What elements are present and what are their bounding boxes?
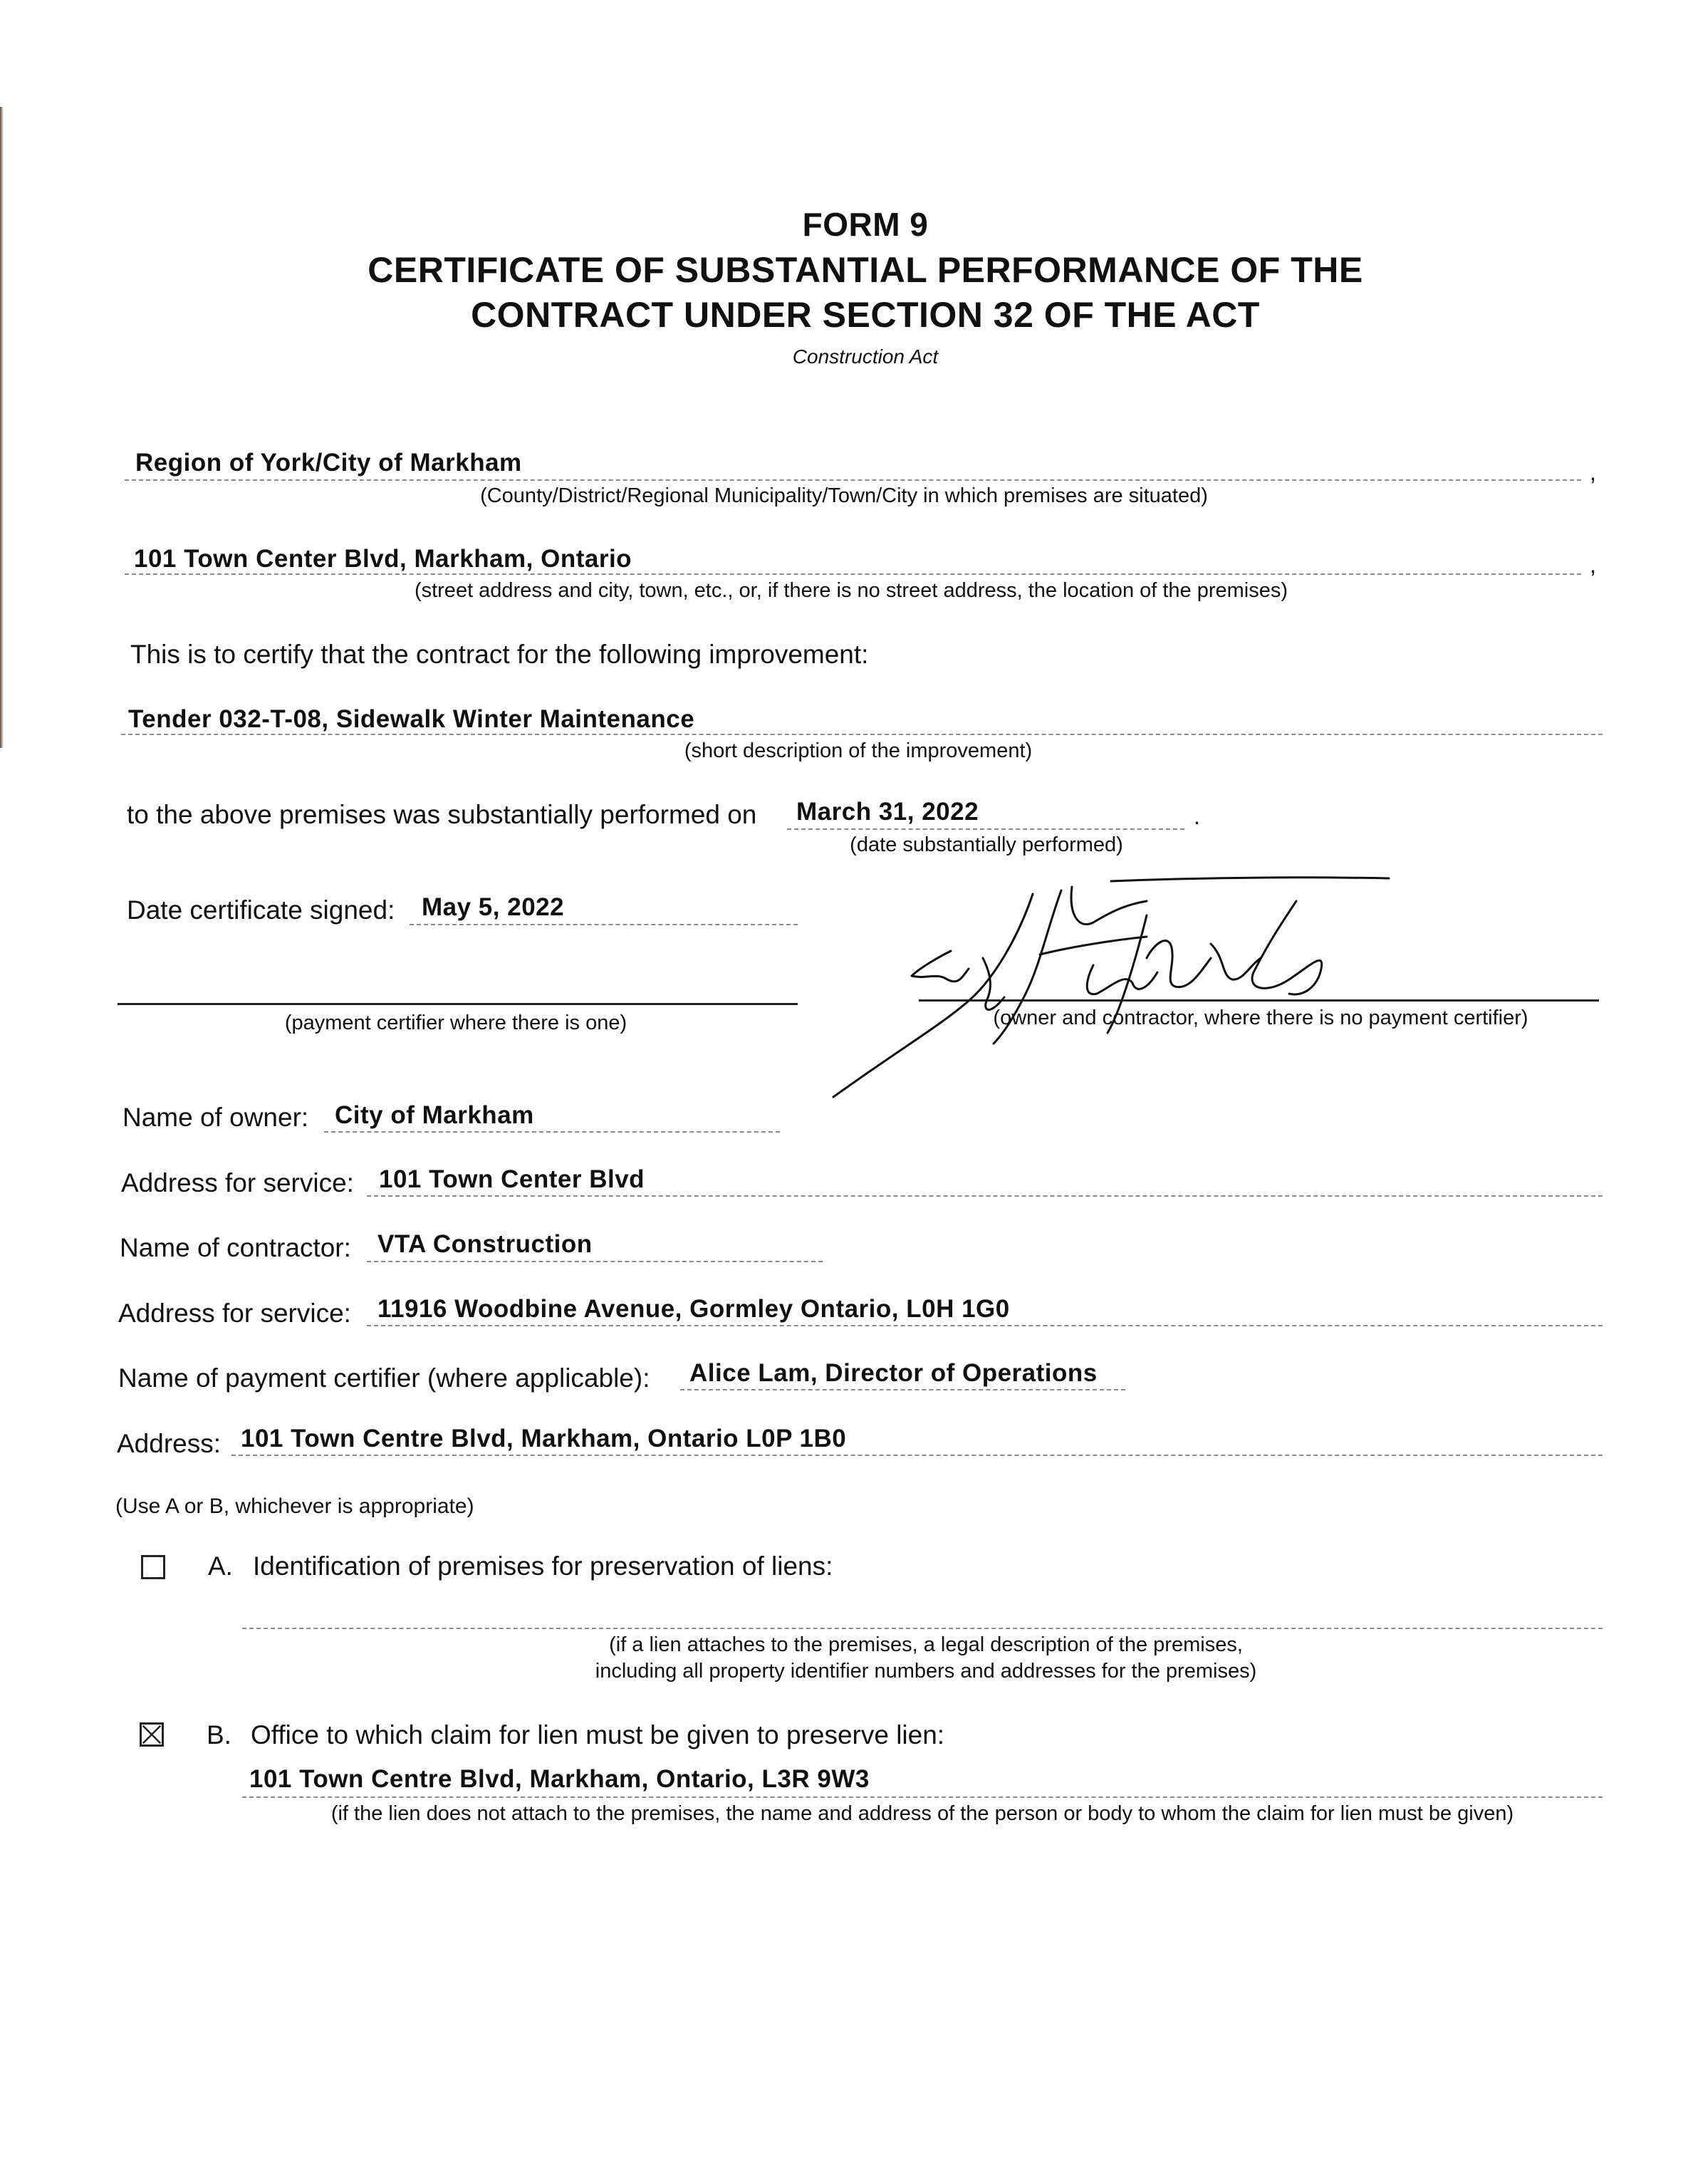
payment-certifier-signature-line bbox=[118, 1003, 798, 1005]
scan-edge-shadow bbox=[0, 107, 4, 748]
option-b-caption: (if the lien does not attach to the premises, the name and address of the person or body to whom the claim for lien must be given) bbox=[330, 1802, 1514, 1825]
signed-date-value: May 5, 2022 bbox=[422, 893, 565, 921]
owner-service-value: 101 Town Center Blvd bbox=[379, 1165, 645, 1193]
signed-date-line bbox=[410, 924, 798, 925]
option-a-line bbox=[242, 1628, 1603, 1629]
payment-certifier-label: Name of payment certifier (where applicable): bbox=[118, 1363, 650, 1393]
option-a-caption-line1: (if a lien attaches to the premises, a legal description of the premises, bbox=[609, 1633, 1243, 1656]
certifier-address-line bbox=[231, 1455, 1603, 1456]
option-b-label: Office to which claim for lien must be given to preserve lien: bbox=[251, 1720, 945, 1749]
premises-address-comma: , bbox=[1590, 552, 1596, 578]
payment-certifier-value: Alice Lam, Director of Operations bbox=[689, 1359, 1098, 1387]
performed-label: to the above premises was substantially performed on bbox=[127, 800, 757, 829]
contractor-service-label: Address for service: bbox=[118, 1299, 351, 1328]
municipality-value: Region of York/City of Markham bbox=[135, 449, 522, 477]
performed-caption: (date substantially performed) bbox=[850, 833, 1123, 856]
handwritten-signature bbox=[812, 873, 1453, 1108]
option-a-caption-line2: including all property identifier numbers and addresses for the premises) bbox=[595, 1660, 1257, 1683]
option-a-label: Identification of premises for preservation of liens: bbox=[253, 1551, 833, 1581]
premises-address-line bbox=[125, 573, 1581, 575]
option-b-value: 101 Town Centre Blvd, Markham, Ontario, L3R 9W3 bbox=[249, 1765, 870, 1793]
option-b-letter: B. bbox=[207, 1720, 231, 1749]
form-title-line1: CERTIFICATE OF SUBSTANTIAL PERFORMANCE OF THE bbox=[368, 250, 1363, 290]
payment-certifier-line bbox=[680, 1389, 1125, 1390]
owner-label: Name of owner: bbox=[123, 1103, 309, 1132]
municipality-comma: , bbox=[1590, 459, 1596, 485]
checkbox-x-mark-icon bbox=[142, 1725, 162, 1744]
improvement-caption: (short description of the improvement) bbox=[684, 739, 1033, 762]
contractor-value: VTA Construction bbox=[377, 1230, 593, 1258]
payment-certifier-caption: (payment certifier where there is one) bbox=[284, 1012, 627, 1034]
use-note: (Use A or B, whichever is appropriate) bbox=[115, 1494, 474, 1518]
form-number: FORM 9 bbox=[802, 206, 929, 243]
certifier-address-label: Address: bbox=[117, 1429, 222, 1458]
municipality-line bbox=[125, 479, 1581, 481]
form-title-line2: CONTRACT UNDER SECTION 32 OF THE ACT bbox=[471, 295, 1260, 335]
improvement-value: Tender 032-T-08, Sidewalk Winter Maintenance bbox=[128, 705, 695, 733]
premises-address-caption: (street address and city, town, etc., or, if there is no street address, the location of the premises) bbox=[414, 579, 1288, 602]
owner-service-label: Address for service: bbox=[121, 1168, 354, 1197]
option-b-line bbox=[242, 1796, 1603, 1798]
improvement-line bbox=[121, 734, 1603, 735]
owner-service-line bbox=[367, 1195, 1603, 1197]
contractor-service-line bbox=[367, 1325, 1603, 1326]
performed-period: . bbox=[1194, 804, 1200, 829]
contractor-service-value: 11916 Woodbine Avenue, Gormley Ontario, L0H 1G0 bbox=[377, 1295, 1010, 1323]
municipality-caption: (County/District/Regional Municipality/Town/City in which premises are situated) bbox=[480, 484, 1208, 507]
certifier-address-value: 101 Town Centre Blvd, Markham, Ontario L0P 1B0 bbox=[241, 1425, 847, 1452]
option-b-checkbox[interactable] bbox=[140, 1722, 164, 1747]
performed-date-line bbox=[787, 828, 1184, 830]
certify-text: This is to certify that the contract for the following improvement: bbox=[130, 640, 869, 669]
form-subtitle: Construction Act bbox=[792, 345, 939, 368]
option-a-letter: A. bbox=[208, 1551, 233, 1581]
option-a-checkbox[interactable] bbox=[141, 1555, 165, 1579]
owner-contractor-caption: (owner and contractor, where there is no payment certifier) bbox=[993, 1007, 1528, 1029]
owner-value: City of Markham bbox=[335, 1101, 534, 1129]
signed-label: Date certificate signed: bbox=[127, 895, 395, 925]
contractor-line bbox=[367, 1261, 823, 1262]
performed-date-value: March 31, 2022 bbox=[796, 798, 979, 826]
contractor-label: Name of contractor: bbox=[120, 1233, 351, 1262]
owner-line bbox=[324, 1131, 780, 1133]
premises-address-value: 101 Town Center Blvd, Markham, Ontario bbox=[134, 545, 632, 573]
